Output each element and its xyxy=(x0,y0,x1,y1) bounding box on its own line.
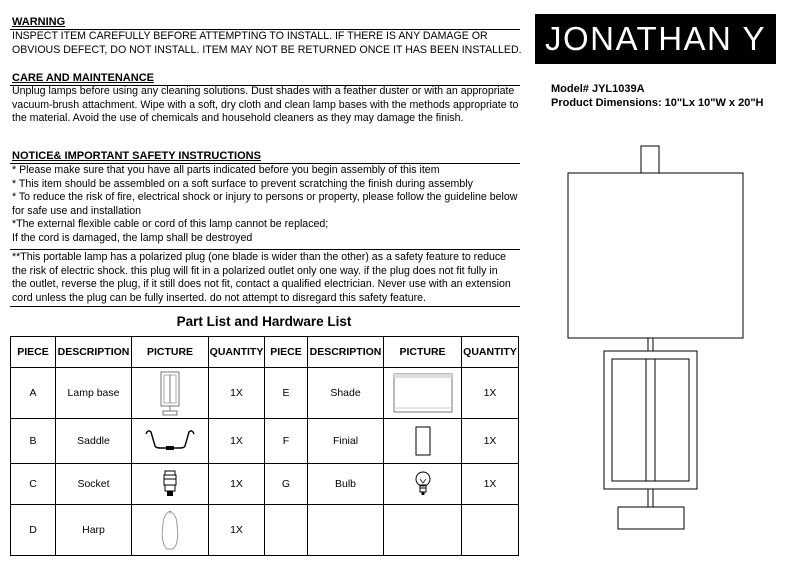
finial-icon xyxy=(413,425,433,457)
description-cell: Socket xyxy=(56,464,132,505)
table-header-row xyxy=(11,337,519,368)
lamp-base-icon xyxy=(155,370,185,416)
table-row xyxy=(11,464,519,505)
piece-cell: C xyxy=(11,464,56,505)
saddle-icon xyxy=(142,426,198,456)
quantity-cell: 1X xyxy=(209,464,265,505)
col-header-piece: PIECE xyxy=(11,337,56,368)
quantity-cell: 1X xyxy=(209,368,265,419)
piece-cell: E xyxy=(265,368,308,419)
lamp-base-plinth xyxy=(618,507,684,529)
picture-cell xyxy=(384,419,462,464)
brand-logo: JONATHAN Y xyxy=(535,14,776,64)
warning-text xyxy=(12,30,524,57)
plug-rule xyxy=(10,249,520,250)
piece-cell: B xyxy=(11,419,56,464)
notice-line: * Please make sure that you have all parts indicated before you begin assembly of this item xyxy=(12,164,440,176)
warning-title: WARNING xyxy=(12,16,66,28)
description-cell: Lamp base xyxy=(56,368,132,419)
piece-cell: D xyxy=(11,505,56,556)
notice-title: NOTICE& IMPORTANT SAFETY INSTRUCTIONS xyxy=(12,150,261,162)
plug-line: the risk of electric shock. this plug will fit in a polarized outlet only one way. if the plug does not fit fully in xyxy=(12,264,498,277)
bulb-icon xyxy=(413,469,433,499)
piece-cell: F xyxy=(265,419,308,464)
description-cell: Finial xyxy=(308,419,384,464)
description-cell: Bulb xyxy=(308,464,384,505)
picture-cell xyxy=(384,464,462,505)
picture-cell xyxy=(132,419,209,464)
description-cell: Harp xyxy=(56,505,132,556)
quantity-cell: 1X xyxy=(209,505,265,556)
table-row xyxy=(11,419,519,464)
quantity-cell: 1X xyxy=(209,419,265,464)
table-row xyxy=(11,368,519,419)
col-header-picture: PICTURE xyxy=(384,337,462,368)
col-header-quantity: QUANTITY xyxy=(209,337,265,368)
col-header-quantity: QUANTITY xyxy=(462,337,519,368)
plug-line: the outlet, reverse the plug, if it still does not fit, contact a qualified electrician. Never use with an extension xyxy=(12,278,511,291)
piece-cell xyxy=(265,505,308,556)
notice-text xyxy=(12,164,524,246)
care-line: vacuum-brush attachment. Wipe with a soft, dry cloth and clean lamp bases with the methods appropriate to xyxy=(12,98,519,111)
plug-line: cord unless the plug can be fully inserted. do not attempt to disregard this safety feature. xyxy=(12,291,426,304)
care-line: Unplug lamps before using any cleaning solutions. Dust shades with a feather duster or with an appropriate xyxy=(12,85,515,97)
warning-line: INSPECT ITEM CAREFULLY BEFORE ATTEMPTING TO INSTALL. IF THERE IS ANY DAMAGE OR xyxy=(12,30,488,42)
picture-cell xyxy=(132,368,209,419)
col-header-description: DESCRIPTION xyxy=(308,337,384,368)
col-header-piece: PIECE xyxy=(265,337,308,368)
finial-shape xyxy=(641,146,659,173)
harp-icon xyxy=(155,509,185,551)
description-cell xyxy=(308,505,384,556)
model-number: Model# JYL1039A xyxy=(551,83,645,95)
quantity-cell: 1X xyxy=(462,419,519,464)
description-cell: Saddle xyxy=(56,419,132,464)
notice-line: for safe use and installation xyxy=(12,204,141,217)
quantity-cell: 1X xyxy=(462,464,519,505)
notice-line: * This item should be assembled on a soft surface to prevent scratching the finish during assembly xyxy=(12,177,473,190)
shade-shape xyxy=(568,173,743,338)
quantity-cell: 1X xyxy=(462,368,519,419)
plug-line: **This portable lamp has a polarized plug (one blade is wider than the other) as a safety feature to reduce xyxy=(12,251,507,263)
lamp-illustration xyxy=(560,140,760,540)
table-row xyxy=(11,505,519,556)
picture-cell xyxy=(384,368,462,419)
picture-cell xyxy=(132,464,209,505)
piece-cell: A xyxy=(11,368,56,419)
plug-text xyxy=(12,251,524,305)
col-header-picture: PICTURE xyxy=(132,337,209,368)
description-cell: Shade xyxy=(308,368,384,419)
picture-cell xyxy=(384,505,462,556)
notice-line: If the cord is damaged, the lamp shall be destroyed xyxy=(12,231,253,244)
lamp-base-column xyxy=(646,359,655,481)
warning-line: OBVIOUS DEFECT, DO NOT INSTALL. ITEM MAY NOT BE RETURNED ONCE IT HAS BEEN INSTALLED. xyxy=(12,43,522,56)
care-line: the material. Avoid the use of chemicals and household cleaners as they may damage the finish. xyxy=(12,112,464,125)
care-title: CARE AND MAINTENANCE xyxy=(12,72,154,84)
shade-icon xyxy=(392,372,454,414)
plug-bottom-rule xyxy=(10,306,520,307)
col-header-description: DESCRIPTION xyxy=(56,337,132,368)
notice-line: * To reduce the risk of fire, electrical shock or injury to persons or property, please follow the guideline below xyxy=(12,191,518,204)
parts-table-title: Part List and Hardware List xyxy=(176,314,352,329)
parts-table xyxy=(10,336,519,556)
piece-cell: G xyxy=(265,464,308,505)
picture-cell xyxy=(132,505,209,556)
quantity-cell xyxy=(462,505,519,556)
socket-icon xyxy=(160,469,180,499)
notice-line: *The external flexible cable or cord of this lamp cannot be replaced; xyxy=(12,218,329,231)
care-text xyxy=(12,85,524,126)
product-dimensions: Product Dimensions: 10"Lx 10"W x 20"H xyxy=(551,97,764,109)
